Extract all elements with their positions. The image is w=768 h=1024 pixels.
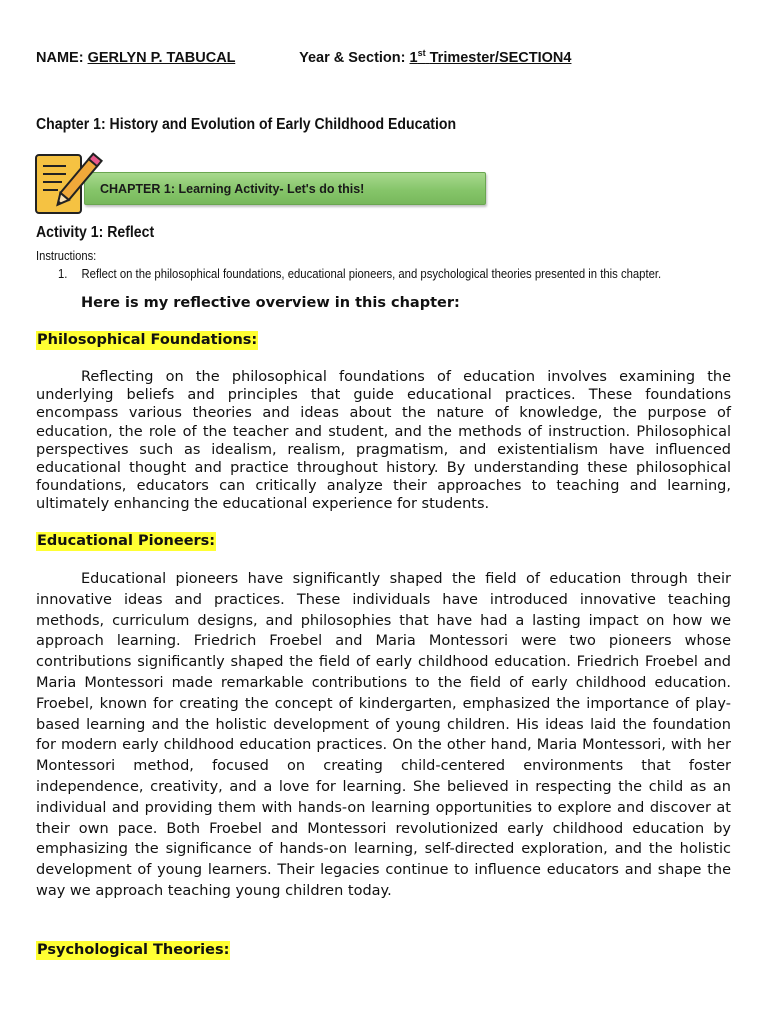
name-label: NAME: <box>36 50 84 66</box>
banner-text: CHAPTER 1: Learning Activity- Let's do this! <box>100 182 365 196</box>
student-header <box>36 50 571 66</box>
student-name: GERLYN P. TABUCAL <box>87 50 236 66</box>
section-heading-philosophical: Philosophical Foundations: <box>37 332 258 348</box>
notepad-pencil-icon <box>34 152 104 218</box>
pioneers-paragraph: Educational pioneers have significantly shaped the field of education through their innovative ideas and practices. These individuals have introduced innovative teaching methods, curriculum designs, and philosophies that have had a lasting impact on how we approach learning. Friedrich Froebel and Maria Montessori were two pioneers whose contributions significantly shaped the field of early childhood education. Friedrich Froebel and Maria Montessori made remarkable contributions to the field of early childhood education. Froebel, known for creating the concept of kindergarten, emphasized the importance of play-based learning and the holistic development of young children. His ideas laid the foundation for modern early childhood education practices. On the other hand, Maria Montessori, with her Montessori method, focused on creating child-centered environments that foster independence, creativity, and a love for learning. She believed in respecting the child as an individual and providing them with hands-on learning opportunities to explore and discover at their own pace. Both Froebel and Montessori revolutionized early childhood education by emphasizing the significance of hands-on learning, self-directed exploration, and the holistic development of young learners. Their legacies continue to influence educators and shape the way we approach teaching young children today. <box>36 571 731 899</box>
activity-title: Activity 1: Reflect <box>36 224 155 241</box>
year-section-label: Year & Section: <box>299 50 406 66</box>
section-heading-psychological: Psychological Theories: <box>37 942 230 958</box>
instructions-label: Instructions: <box>36 248 97 263</box>
philosophical-paragraph: Reflecting on the philosophical foundations of education involves examining the underlying beliefs and principles that guide educational practices. These foundations encompass various theories and ideas about the nature of knowledge, the purpose of education, the role of the teacher and student, and the methods of instruction. Philosophical perspectives such as idealism, realism, pragmatism, and existentialism have influenced educational thought and practice throughout history. By understanding these philosophical foundations, educators can critically analyze their approaches to teaching and learning, ultimately enhancing the educational experience for students. <box>36 369 731 513</box>
chapter-title: Chapter 1: History and Evolution of Early Childhood Education <box>36 116 457 133</box>
list-item: 1. Reflect on the philosophical foundations, educational pioneers, and psychological theories presented in this chapter. <box>58 266 662 281</box>
year-section-value: 1st Trimester/SECTION4 <box>409 48 572 66</box>
section-heading-pioneers: Educational Pioneers: <box>37 533 216 549</box>
overview-heading: Here is my reflective overview in this chapter: <box>81 295 460 311</box>
